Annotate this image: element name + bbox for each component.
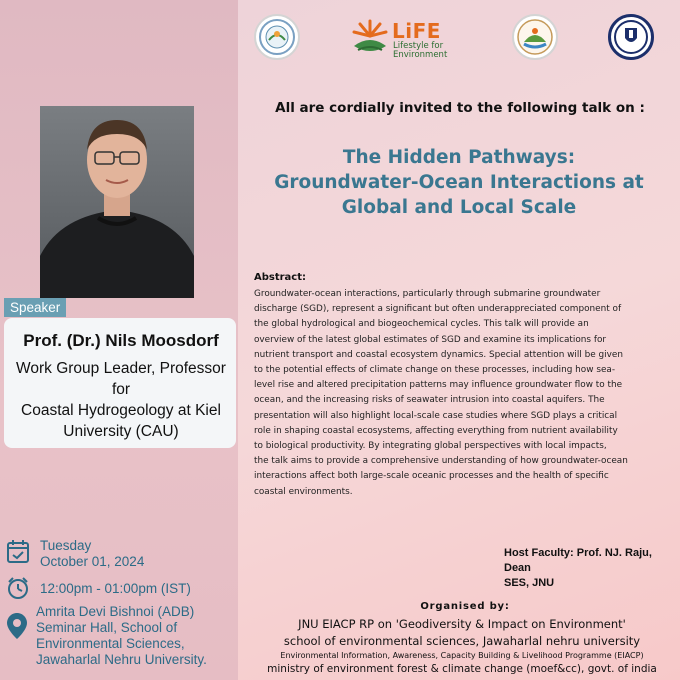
event-date — [40, 538, 144, 570]
event-date-value: October 01, 2024 — [40, 554, 145, 569]
moefcc-seal-logo — [512, 14, 558, 60]
abstract-body — [254, 287, 674, 500]
speaker-role-line: Coastal Hydrogeology at Kiel — [21, 402, 221, 419]
life-subtitle-1: Lifestyle for — [393, 41, 444, 51]
abstract-line: to biological productivity. By integrating global perspectives with local impacts, — [254, 441, 607, 452]
abstract-line: to the potential effects of climate change on these processes, including how sea- — [254, 365, 616, 376]
life-title: LiFE — [392, 19, 441, 43]
abstract-line: the talk aims to provide a comprehensive understanding of how groundwater-ocean — [254, 456, 628, 467]
logo-row — [250, 14, 670, 64]
event-venue — [36, 604, 207, 668]
life-subtitle — [393, 42, 447, 60]
speaker-role-line: Work Group Leader, Professor for — [16, 360, 226, 398]
speaker-card — [4, 318, 236, 448]
calendar-icon — [6, 538, 30, 568]
host-line: SES, JNU — [504, 577, 555, 589]
alarm-clock-icon — [6, 576, 30, 604]
organiser-line: Environmental Information, Awareness, Capacity Building & Livelihood Programme (EIACP) — [280, 651, 644, 660]
organised-by-label: Organised by: — [420, 601, 510, 612]
organiser-line: school of environmental sciences, Jawaharlal nehru university — [283, 634, 641, 648]
life-logo — [348, 16, 458, 62]
abstract-line: coastal environments. — [254, 486, 353, 497]
abstract-line: Groundwater-ocean interactions, particularly through submarine groundwater — [254, 289, 601, 299]
organiser-line: JNU EIACP RP on 'Geodiversity & Impact on Environment' — [298, 617, 626, 631]
abstract-line: nutrient transport and coastal ecosystem dynamics. Special attention will be given — [254, 349, 623, 360]
eiacp-seal-logo — [254, 14, 300, 60]
event-day: Tuesday — [40, 538, 92, 553]
location-pin-icon — [6, 612, 28, 644]
venue-line: Seminar Hall, School of — [36, 620, 178, 635]
jnu-seal-logo — [608, 14, 654, 60]
abstract-line: ocean, and the increasing risks of seawater intrusion into coastal aquifers. The — [254, 395, 605, 406]
venue-line: Amrita Devi Bishnoi (ADB) — [36, 604, 195, 619]
venue-line: Environmental Sciences, — [36, 636, 185, 651]
host-faculty — [504, 546, 676, 591]
venue-line: Jawaharlal Nehru University. — [36, 652, 207, 667]
abstract-line: level rise and altered precipitation patterns may influence groundwater flow to the — [254, 380, 623, 391]
speaker-role — [10, 358, 232, 442]
abstract-line: presentation will also highlight local-scale case studies where SGD plays a critical — [254, 410, 618, 421]
speaker-photo — [40, 106, 194, 298]
speaker-name: Prof. (Dr.) Nils Moosdorf — [23, 331, 219, 350]
abstract-line: the global hydrological and biogeochemical cycles. This talk will provide an — [254, 319, 589, 330]
abstract-line: overview of the latest global estimates of SGD and examine its implications for — [254, 334, 607, 345]
abstract-line: role in shaping coastal ecosystems, affecting everything from nutrient availability — [254, 425, 618, 436]
organiser-line: ministry of environment forest & climate change (moef&cc), govt. of india — [267, 663, 657, 675]
speaker-tag: Speaker — [4, 298, 66, 317]
talk-title-line: The Hidden Pathways: — [342, 147, 576, 168]
speaker-role-line: University (CAU) — [63, 423, 179, 440]
talk-title-line: Groundwater-Ocean Interactions at — [274, 172, 644, 193]
abstract-line: discharge (SGD), represent a significant but often underappreciated component of — [254, 304, 622, 315]
abstract-line: interactions affect both large-scale oceanic processes and the health of specific — [254, 471, 609, 482]
talk-title-line: Global and Local Scale — [341, 197, 577, 218]
event-time: 12:00pm - 01:00pm (IST) — [40, 581, 191, 596]
host-line: Host Faculty: Prof. NJ. Raju, Dean — [504, 547, 652, 574]
talk-title — [244, 145, 674, 220]
life-emblem-icon — [348, 16, 392, 60]
abstract-label: Abstract: — [254, 272, 307, 283]
invitation-line: All are cordially invited to the following talk on : — [275, 100, 645, 116]
life-subtitle-2: Environment — [393, 50, 448, 60]
